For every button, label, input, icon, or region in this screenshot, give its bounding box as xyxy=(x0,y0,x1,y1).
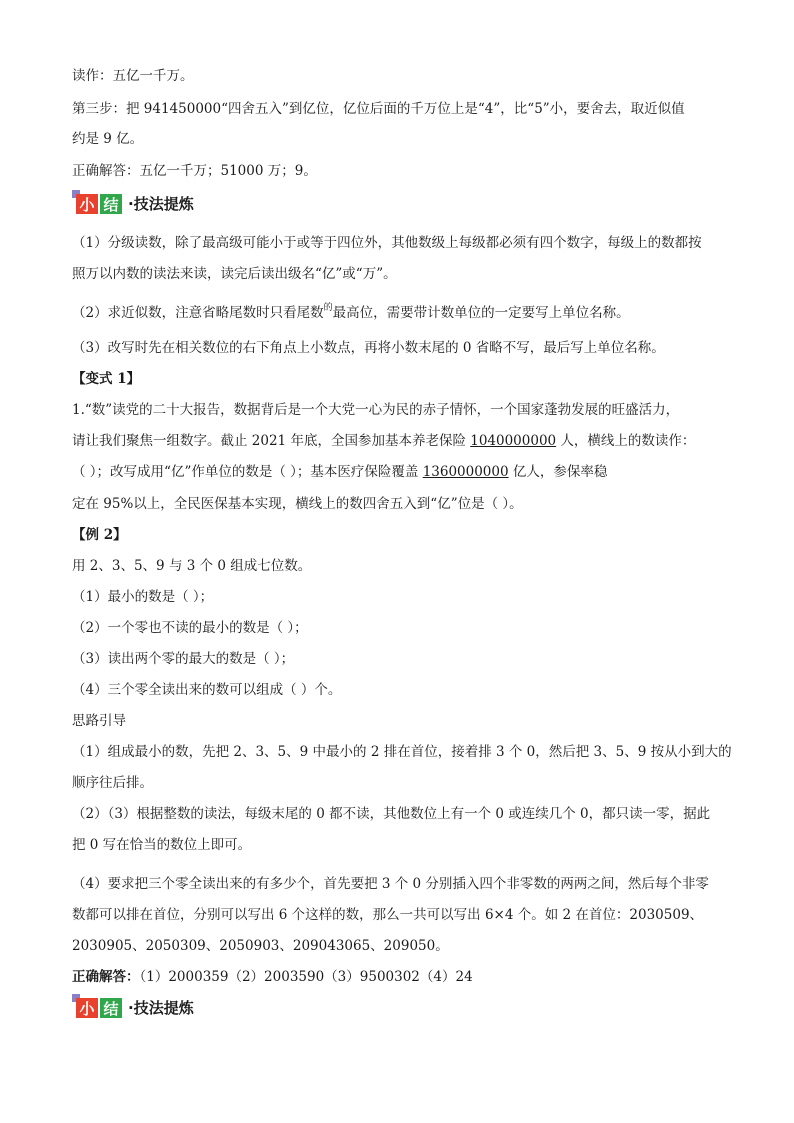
summary-badge xyxy=(72,190,124,216)
example-question-2: （2）一个零也不读的最小的数是（ ）； xyxy=(72,620,308,636)
summary-banner-1 xyxy=(72,190,194,216)
final-answer xyxy=(72,967,732,987)
reading-line: 读作：五亿一千万。 xyxy=(72,68,194,84)
variant-para-2-a: 请让我们聚焦一组数字。截止 2021 年底，全国参加基本养老保险 xyxy=(72,433,471,449)
answer-label: 正确解答： xyxy=(72,969,140,985)
guide-3a: （4）要求把三个零全读出来的有多少个，首先要把 3 个 0 分别插入四个非零数的两两之间，然后每个非零 xyxy=(72,876,709,892)
tip-3: （3）改写时先在相关数位的右下角点上小数点，再将小数末尾的 0 省略不写，最后写上单位名称。 xyxy=(72,340,665,356)
tip-2-part-b: 最高位，需要带计数单位的一定要写上单位名称。 xyxy=(332,305,630,321)
example-question-4: （4）三个零全读出来的数可以组成（ ）个。 xyxy=(72,682,342,698)
tip-2-part-a: （2）求近似数，注意省略尾数时只看尾数 xyxy=(72,305,324,321)
tip-2-superscript: 的 xyxy=(323,303,333,313)
guide-2a: （2）（3）根据整数的读法，每级末尾的 0 都不读，其他数位上有一个 0 或连续几个 0，都只读一零，据此 xyxy=(72,806,711,822)
example-question-3: （3）读出两个零的最大的数是（ ）； xyxy=(72,651,295,667)
variant-para-2 xyxy=(72,431,732,451)
tip-1b: 照万以内数的读法来读，读完后读出级名“亿”或“万”。 xyxy=(72,266,397,282)
guide-3b: 数都可以排在首位，分别可以写出 6 个这样的数，那么一共可以写出 6×4 个。如 2 在首位：2030509、 xyxy=(72,907,704,923)
guide-2b: 把 0 写在恰当的数位上即可。 xyxy=(72,837,252,853)
approx-line: 约是 9 亿。 xyxy=(72,131,144,147)
guide-heading: 思路引导 xyxy=(72,713,126,729)
badge-left-char: 小 xyxy=(76,998,98,1018)
banner-title: ·技法提炼 xyxy=(128,194,194,213)
banner-title: ·技法提炼 xyxy=(128,998,194,1017)
summary-badge xyxy=(72,994,124,1020)
variant-para-3-a: （ ）；改写成用“亿”作单位的数是（ ）；基本医疗保险覆盖 xyxy=(72,464,423,480)
guide-1b: 顺序往后排。 xyxy=(72,775,153,791)
example-intro: 用 2、3、5、9 与 3 个 0 组成七位数。 xyxy=(72,558,312,574)
example-question-1: （1）最小的数是（ ）； xyxy=(72,589,214,605)
tip-1a: （1）分级读数，除了最高级可能小于或等于四位外，其他数级上每级都必须有四个数字，每级上的数都按 xyxy=(72,235,702,251)
guide-3c: 2030905、2050309、2050903、209043065、209050。 xyxy=(72,938,449,954)
step-three-line: 第三步：把 941450000“四舍五入”到亿位，亿位后面的千万位上是“4”，比“5”小，要舍去，取近似值 xyxy=(72,101,685,117)
variant-para-1: 1.“数”读党的二十大报告，数据背后是一个大党一心为民的赤子情怀，一个国家蓬勃发展的旺盛活力， xyxy=(72,402,680,418)
badge-left-char: 小 xyxy=(76,194,98,214)
example-heading: 【例 2】 xyxy=(72,527,127,543)
guide-1a: （1）组成最小的数，先把 2、3、5、9 中最小的 2 排在首位，接着排 3 个 0，然后把 3、5、9 按从小到大的 xyxy=(72,744,732,760)
answer-text: （1）2000359（2）2003590（3）9500302（4）24 xyxy=(139,969,473,985)
answer-line-1: 正确解答：五亿一千万；51000 万；9。 xyxy=(72,163,317,179)
underlined-number-1: 1040000000 xyxy=(470,433,557,449)
badge-right-char: 结 xyxy=(100,194,122,214)
tip-2 xyxy=(72,303,732,325)
variant-para-4: 定在 95%以上，全民医保基本实现，横线上的数四舍五入到“亿”位是（ ）。 xyxy=(72,496,523,512)
badge-right-char: 结 xyxy=(100,998,122,1018)
variant-para-3 xyxy=(72,462,732,482)
variant-para-3-b: 亿人，参保率稳 xyxy=(508,464,608,480)
variant-para-2-b: 人，横线上的数读作： xyxy=(556,433,696,449)
summary-banner-2 xyxy=(72,994,194,1020)
variant-heading: 【变式 1】 xyxy=(72,371,141,387)
underlined-number-2: 1360000000 xyxy=(422,464,509,480)
